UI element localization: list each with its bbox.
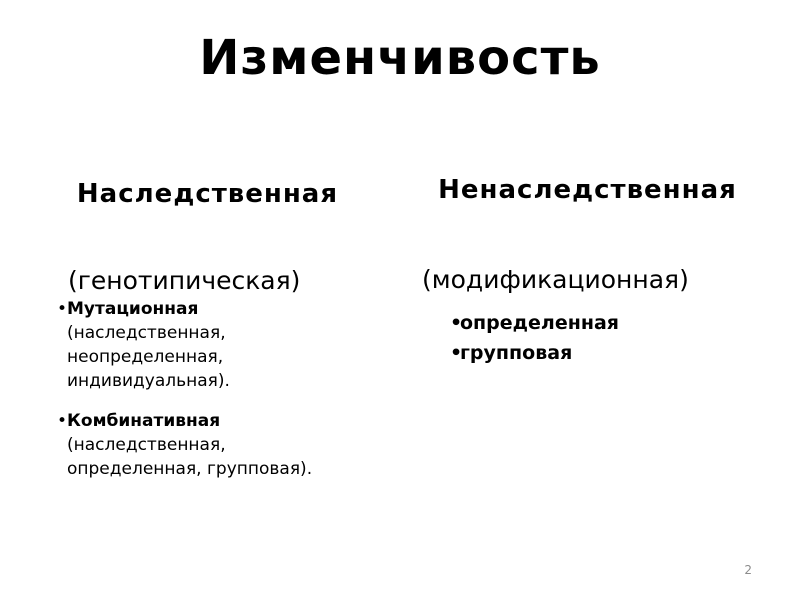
left-column-subheading: (генотипическая) [68, 266, 301, 295]
bullet-icon: • [57, 411, 68, 431]
item-description: (наследственная, неопределенная, индивидуальная). [67, 323, 230, 391]
item-term: Мутационная [67, 299, 199, 319]
left-bullet-list [57, 297, 357, 481]
bullet-icon: • [57, 299, 68, 319]
item-term: определенная [460, 312, 619, 334]
right-column-heading: Ненаследственная [438, 175, 737, 205]
list-item [57, 297, 357, 393]
list-item [450, 338, 619, 368]
right-column-subheading: (модификационная) [422, 265, 689, 294]
bullet-icon: • [450, 342, 463, 364]
left-column-heading: Наследственная [76, 179, 339, 209]
item-term: Комбинативная [67, 411, 221, 431]
list-item [450, 308, 619, 338]
item-term: групповая [460, 342, 573, 364]
page-number: 2 [744, 563, 752, 577]
item-description: (наследственная, определенная, групповая). [67, 435, 313, 479]
list-item [57, 409, 357, 481]
slide-title: Изменчивость [199, 30, 601, 86]
bullet-icon: • [450, 312, 463, 334]
right-bullet-list [450, 308, 619, 368]
